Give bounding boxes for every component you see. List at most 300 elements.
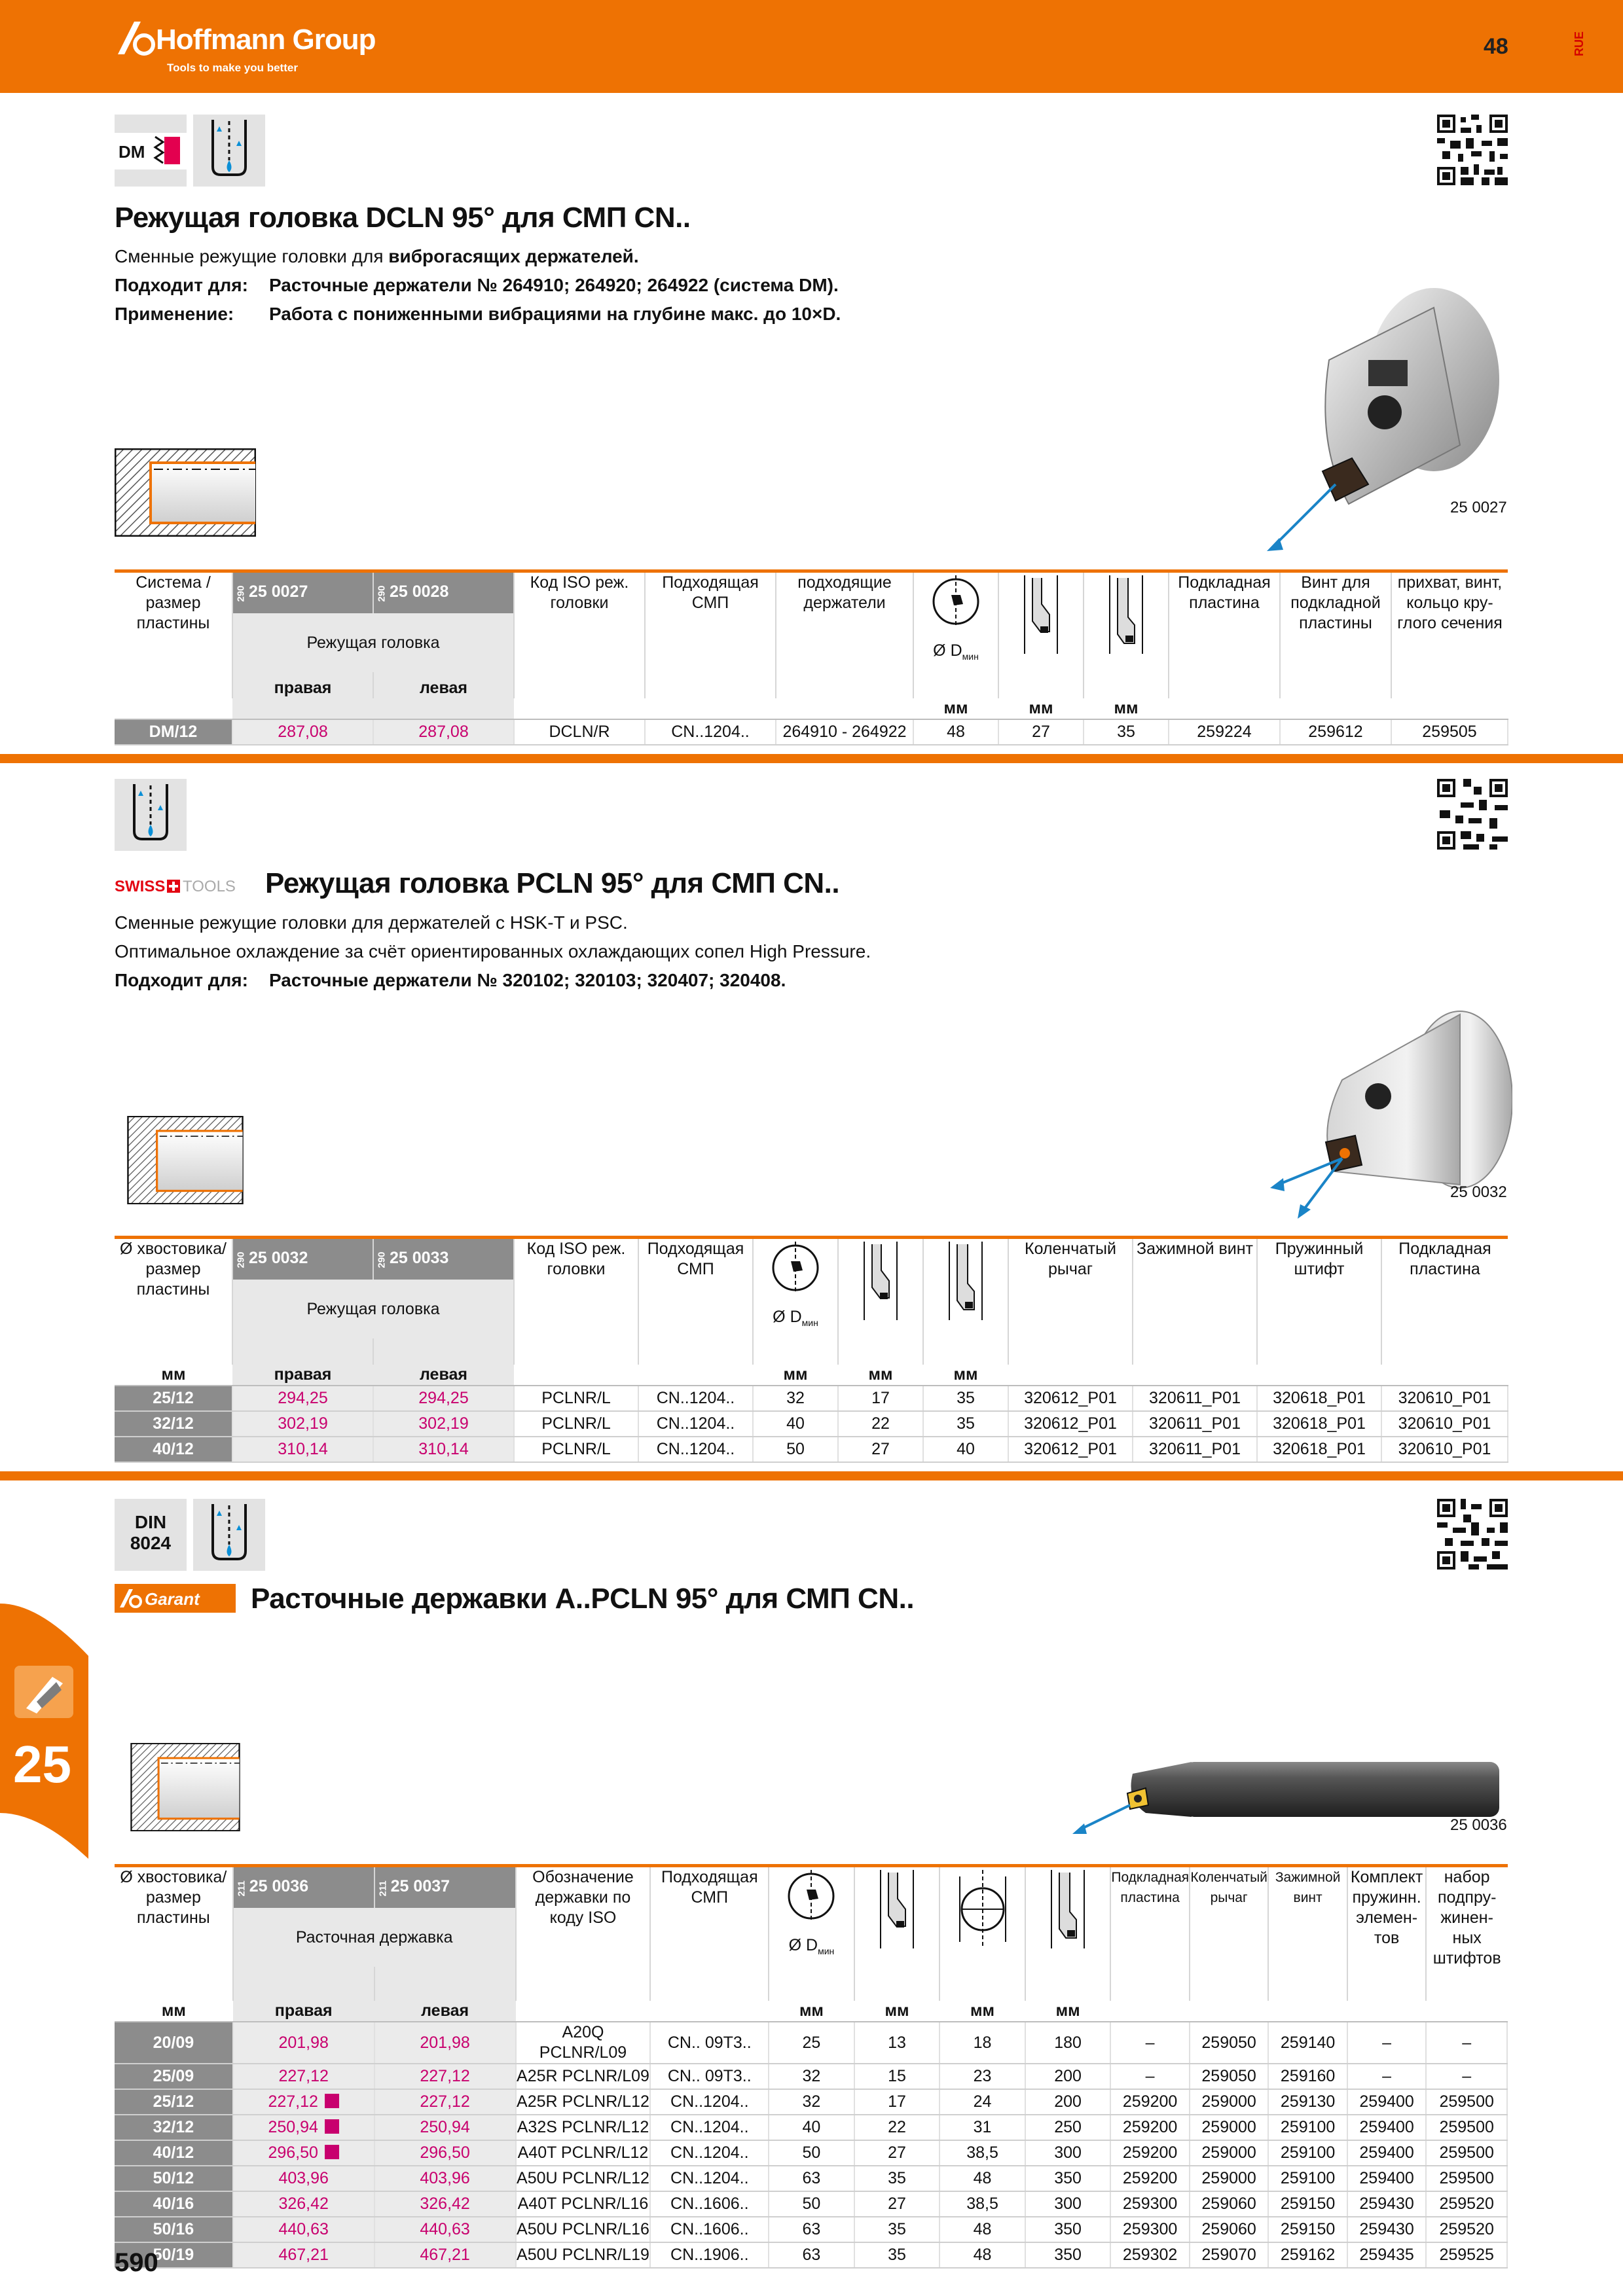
section-separator	[0, 754, 1623, 763]
price-left-cell: 294,25	[373, 1386, 514, 1411]
dim-l-cell: 200	[1025, 2064, 1111, 2089]
holders-cell: 264910 - 264922	[776, 719, 913, 745]
screw-cell: 259100	[1268, 2166, 1347, 2191]
t1-col-shim: Подкладная пластина	[1169, 573, 1280, 698]
price-right-cell: 296,50	[233, 2140, 374, 2166]
dmin-cell: 32	[769, 2089, 854, 2115]
lever-cell: 320612_P01	[1008, 1386, 1133, 1411]
section1-description	[115, 242, 841, 329]
t3-dmin-sub: мин	[818, 1946, 835, 1956]
kit-cell: –	[1347, 2022, 1427, 2064]
tool-offset-icon	[874, 1870, 920, 1948]
t3-col-dmin	[769, 1867, 854, 2001]
insert-cell: CN..1204..	[645, 719, 776, 745]
size-cell: 50/12	[115, 2166, 233, 2191]
page-number-top: 48	[1484, 34, 1508, 59]
t1-col-holders: подходящие держатели	[776, 573, 913, 698]
dm-system-icon	[115, 115, 187, 187]
pins-cell: 259500	[1426, 2140, 1507, 2166]
din-number: 8024	[130, 1533, 172, 1553]
dim-a-cell: 22	[838, 1411, 923, 1437]
language-code: RUE	[1573, 31, 1586, 57]
t3-unit-d: мм	[769, 2001, 854, 2022]
pins-cell: 259500	[1426, 2089, 1507, 2115]
lever-cell: 320612_P01	[1008, 1411, 1133, 1437]
designation-cell: A40T PCLNR/L12	[516, 2140, 651, 2166]
dmin-cell: 50	[753, 1437, 838, 1462]
screw-cell: 259140	[1268, 2022, 1347, 2064]
dim-l-cell: 200	[1025, 2089, 1111, 2115]
insert-cell: CN..1606..	[650, 2217, 769, 2242]
shank-diameter-icon	[953, 1870, 1012, 1948]
section1-use-label: Применение:	[115, 304, 234, 324]
size-cell: 25/12	[115, 1386, 232, 1411]
garant-brand-text: Garant	[145, 1589, 200, 1609]
screw-cell: 320611_P01	[1133, 1411, 1257, 1437]
t2-col-pin: Пружинный штифт	[1257, 1239, 1381, 1365]
dim-a-cell: 27	[838, 1437, 923, 1462]
kit-cell: 259400	[1347, 2166, 1427, 2191]
size-cell: 25/12	[115, 2089, 233, 2115]
shim-cell: 259300	[1110, 2217, 1190, 2242]
t1-code-right-text: 25 0027	[249, 583, 308, 601]
blind-bore-diagram-icon	[115, 448, 256, 537]
dim-l-cell: 180	[1025, 2022, 1111, 2064]
lever-cell: 320612_P01	[1008, 1437, 1133, 1462]
insert-cell: CN..1204..	[650, 2089, 769, 2115]
t1-unit-b: мм	[1084, 698, 1169, 719]
t1-col-system: Система / размер пластины	[115, 573, 232, 698]
t1-code-right	[232, 573, 373, 613]
t1-code-prefix-left: 290	[376, 585, 388, 602]
t2-unit-shank: мм	[115, 1365, 232, 1386]
insert-cell: CN..1204..	[638, 1437, 753, 1462]
t2-col-lever: Коленчатый рычаг	[1008, 1239, 1133, 1365]
price-left-cell: 227,12	[374, 2064, 516, 2089]
t2-unit-a: мм	[838, 1365, 923, 1386]
screw-cell: 320611_P01	[1133, 1437, 1257, 1462]
t3-col-clampscrew: Зажимной винт	[1268, 1867, 1347, 2001]
pins-cell: 259500	[1426, 2166, 1507, 2191]
price-left-cell: 403,96	[374, 2166, 516, 2191]
screw-cell: 259160	[1268, 2064, 1347, 2089]
dmin-cell: 63	[769, 2166, 854, 2191]
dim-a-cell: 27	[854, 2140, 940, 2166]
pins-cell: 259525	[1426, 2242, 1507, 2268]
insert-cell: CN.. 09T3..	[650, 2022, 769, 2064]
section3-title: Расточные державки A..PCLN 95° для СМП CN..	[251, 1583, 915, 1615]
dim-c-cell: 48	[939, 2242, 1025, 2268]
section1-fits-text: Расточные держатели № 264910; 264920; 264922 (система DM).	[269, 275, 839, 295]
dim-l-cell: 300	[1025, 2140, 1111, 2166]
section2-desc2: Оптимальное охлаждение за счёт ориентированных охлаждающих сопел High Pressure.	[115, 941, 871, 961]
swiss-tools-logo-icon	[115, 877, 252, 895]
dmin-cell: 40	[769, 2115, 854, 2140]
din-standard-badge	[115, 1499, 187, 1571]
dim-c-cell: 48	[939, 2166, 1025, 2191]
screw-cell: 259100	[1268, 2115, 1347, 2140]
t1-left-label: левая	[373, 672, 514, 698]
size-cell: 40/12	[115, 1437, 232, 1462]
section1-image-caption: 25 0027	[1450, 499, 1507, 516]
lever-cell: 259050	[1190, 2022, 1269, 2064]
kit-cell: –	[1347, 2064, 1427, 2089]
price-left-cell: 296,50	[374, 2140, 516, 2166]
lever-cell: 259060	[1190, 2191, 1269, 2217]
t1-code-left	[373, 573, 514, 613]
dim-a-cell: 15	[854, 2064, 940, 2089]
price-left-cell: 250,94	[374, 2115, 516, 2140]
kit-cell: 259430	[1347, 2217, 1427, 2242]
chapter-side-tab	[0, 1604, 88, 1859]
pins-cell: –	[1426, 2022, 1507, 2064]
insert-cell: CN.. 09T3..	[650, 2064, 769, 2089]
price-right-cell: 440,63	[233, 2217, 374, 2242]
t3-code-right-text: 25 0036	[249, 1877, 309, 1895]
price-left-cell: 227,12	[374, 2089, 516, 2115]
section2-table	[115, 1236, 1508, 1463]
t2-code-left	[373, 1239, 514, 1280]
shim-cell: 259300	[1110, 2191, 1190, 2217]
size-cell: DM/12	[115, 719, 232, 745]
size-cell: 40/12	[115, 2140, 233, 2166]
section1-use-text: Работа с пониженными вибрациями на глубине макс. до 10×D.	[269, 304, 841, 324]
size-cell: 50/19	[115, 2242, 233, 2268]
dim-c-cell: 48	[939, 2217, 1025, 2242]
internal-coolant-icon	[193, 1499, 265, 1571]
size-cell: 25/09	[115, 2064, 233, 2089]
dmin-cell: 50	[769, 2191, 854, 2217]
garant-logo-icon	[115, 1584, 236, 1613]
t3-right-label: правая	[233, 2001, 374, 2022]
size-cell: 50/16	[115, 2217, 233, 2242]
t2-code-prefix-left: 290	[376, 1251, 388, 1268]
pin-cell: 320618_P01	[1257, 1437, 1381, 1462]
t1-unit-d: мм	[913, 698, 998, 719]
kit-cell: 259435	[1347, 2242, 1427, 2268]
t3-col-dim-a	[854, 1867, 940, 2001]
t1-dmin-sub: мин	[962, 651, 979, 662]
dim-a-cell: 35	[854, 2166, 940, 2191]
dim-a-cell: 35	[854, 2242, 940, 2268]
screw-cell: 259162	[1268, 2242, 1347, 2268]
t1-col-iso: Код ISO реж. головки	[514, 573, 645, 698]
price-right-cell: 287,08	[232, 719, 373, 745]
dim-l-cell: 350	[1025, 2166, 1111, 2191]
t3-unit-c: мм	[939, 2001, 1025, 2022]
t1-right-label: правая	[232, 672, 373, 698]
section2-title: Режущая головка PCLN 95° для СМП CN..	[265, 867, 840, 899]
shim-cell: 259224	[1169, 719, 1280, 745]
shim-cell: 320610_P01	[1381, 1437, 1508, 1462]
price-left-cell: 302,19	[373, 1411, 514, 1437]
t3-code-prefix-right: 211	[236, 1880, 247, 1897]
dmin-cell: 50	[769, 2140, 854, 2166]
pin-cell: 320618_P01	[1257, 1411, 1381, 1437]
blind-bore-diagram-icon	[115, 1116, 256, 1204]
kit-cell: 259400	[1347, 2140, 1427, 2166]
t3-code-prefix-left: 211	[377, 1880, 389, 1897]
lever-cell: 259070	[1190, 2242, 1269, 2268]
t3-col-shank: Ø хвостовика/ размер пластины	[115, 1867, 233, 2001]
screw-cell: 259612	[1280, 719, 1391, 745]
price-left-cell: 201,98	[374, 2022, 516, 2064]
pins-cell: 259500	[1426, 2115, 1507, 2140]
tool-length-a-icon	[1018, 575, 1064, 654]
t3-col-lever: Коленчатый рычаг	[1190, 1867, 1269, 2001]
screw-cell: 259130	[1268, 2089, 1347, 2115]
insert-cell: CN..1204..	[650, 2140, 769, 2166]
page-number: 590	[115, 2248, 158, 2277]
iso-code-cell: PCLNR/L	[514, 1411, 638, 1437]
section1-desc-prefix: Сменные режущие головки для	[115, 246, 389, 266]
iso-code-cell: PCLNR/L	[514, 1386, 638, 1411]
lever-cell: 259000	[1190, 2089, 1269, 2115]
table-row	[115, 2140, 1507, 2166]
section2-description	[115, 908, 871, 995]
t2-col-iso: Код ISO реж. головки	[514, 1239, 638, 1365]
t3-dmin-label: Ø D	[788, 1936, 818, 1954]
tool-length-icon	[1045, 1870, 1091, 1948]
t3-unit-a: мм	[854, 2001, 940, 2022]
t3-unit-shank: мм	[115, 2001, 233, 2022]
insert-cell: CN..1606..	[650, 2191, 769, 2217]
screw-cell: 259150	[1268, 2191, 1347, 2217]
dim-a-cell: 17	[838, 1386, 923, 1411]
t1-col-dim-b	[1084, 573, 1169, 698]
section1-desc-bold: виброгасящих держателей.	[388, 246, 639, 266]
pins-cell: 259520	[1426, 2217, 1507, 2242]
designation-cell: A50U PCLNR/L12	[516, 2166, 651, 2191]
price-left-cell: 326,42	[374, 2191, 516, 2217]
t2-col-shim: Подкладная пластина	[1398, 1240, 1491, 1278]
insert-cell: CN..1204..	[650, 2166, 769, 2191]
designation-cell: A32S PCLNR/L12	[516, 2115, 651, 2140]
table-row	[115, 2115, 1507, 2140]
price-right-cell: 326,42	[233, 2191, 374, 2217]
dim-a-cell: 13	[854, 2022, 940, 2064]
t2-col-dim-a	[838, 1239, 923, 1365]
size-cell: 40/16	[115, 2191, 233, 2217]
section3-table	[115, 1864, 1508, 2269]
shim-cell: 259200	[1110, 2115, 1190, 2140]
kit-cell: 259400	[1347, 2115, 1427, 2140]
size-cell: 20/09	[115, 2022, 233, 2064]
brand-tagline: Tools to make you better	[167, 62, 298, 74]
t3-code-right	[233, 1867, 374, 1908]
table-row	[115, 719, 1508, 745]
dim-a-cell: 35	[854, 2217, 940, 2242]
table-row	[115, 2166, 1507, 2191]
t3-col-dim-c	[939, 1867, 1025, 2001]
screw-cell: 320611_P01	[1133, 1386, 1257, 1411]
dim-c-cell: 23	[939, 2064, 1025, 2089]
price-right-cell: 227,12	[233, 2089, 374, 2115]
designation-cell: A50U PCLNR/L19	[516, 2242, 651, 2268]
size-cell: 32/12	[115, 2115, 233, 2140]
tool-length-a-icon	[858, 1242, 903, 1320]
t2-code-left-text: 25 0033	[390, 1249, 449, 1267]
kit-cell: 259430	[1347, 2191, 1427, 2217]
min-bore-diameter-icon	[926, 575, 985, 641]
lever-cell: 259000	[1190, 2166, 1269, 2191]
blind-bore-diagram-icon	[115, 1743, 256, 1831]
t2-col-clampscrew: Зажимной винт	[1133, 1239, 1257, 1365]
new-item-marker-icon	[325, 2094, 339, 2108]
dim-c-cell: 38,5	[939, 2191, 1025, 2217]
t2-col-insert: Подходящая СМП	[638, 1239, 753, 1365]
t2-group-label: Режущая головка	[232, 1280, 514, 1338]
pins-cell: 259520	[1426, 2191, 1507, 2217]
t1-unit-a: мм	[998, 698, 1084, 719]
svg-text:TOOLS: TOOLS	[183, 878, 236, 895]
new-item-marker-icon	[325, 2145, 339, 2159]
section2-fits-text: Расточные держатели № 320102; 320103; 320407; 320408.	[269, 970, 786, 990]
dim-c-cell: 38,5	[939, 2140, 1025, 2166]
t3-col-insert: Подходящая СМП	[650, 1867, 769, 2001]
table-row	[115, 2089, 1507, 2115]
screw-cell: 259150	[1268, 2217, 1347, 2242]
t2-code-prefix-right: 290	[235, 1251, 247, 1268]
t3-left-label: левая	[374, 2001, 516, 2022]
section1-table	[115, 569, 1508, 745]
table-row	[115, 1411, 1508, 1437]
pin-cell: 320618_P01	[1257, 1386, 1381, 1411]
table-row	[115, 2022, 1507, 2064]
designation-cell: A40T PCLNR/L16	[516, 2191, 651, 2217]
boring-bar-image	[1067, 1748, 1512, 1846]
min-bore-diameter-icon	[766, 1242, 825, 1307]
t3-code-left	[374, 1867, 516, 1908]
shim-cell: 259200	[1110, 2140, 1190, 2166]
t3-col-dim-l	[1025, 1867, 1111, 2001]
t1-col-dmin	[913, 573, 998, 698]
internal-coolant-icon	[193, 115, 265, 187]
screw-cell: 259100	[1268, 2140, 1347, 2166]
garant-logo	[115, 1584, 236, 1613]
dim-a-cell: 22	[854, 2115, 940, 2140]
clamp-cell: 259505	[1391, 719, 1508, 745]
internal-coolant-icon	[115, 779, 187, 851]
dim-c-cell: 18	[939, 2022, 1025, 2064]
qr-code-icon	[1437, 1499, 1508, 1570]
dim-b-cell: 35	[923, 1411, 1008, 1437]
t2-unit-b: мм	[923, 1365, 1008, 1386]
dmin-cell: 32	[769, 2064, 854, 2089]
t2-col-dim-b	[923, 1239, 1008, 1365]
dmin-cell: 48	[913, 719, 998, 745]
chapter-number: 25	[13, 1735, 71, 1793]
dim-a-cell: 27	[998, 719, 1084, 745]
insert-cell: CN..1204..	[638, 1386, 753, 1411]
price-left-cell: 440,63	[374, 2217, 516, 2242]
section1-title: Режущая головка DCLN 95° для СМП CN..	[115, 202, 691, 234]
section2-desc1: Сменные режущие головки для держателей с HSK-T и PSC.	[115, 912, 628, 933]
dmin-cell: 25	[769, 2022, 854, 2064]
shim-cell: 320610_P01	[1381, 1411, 1508, 1437]
price-right-cell: 467,21	[233, 2242, 374, 2268]
pins-cell: –	[1426, 2064, 1507, 2089]
t3-group-label: Расточная державка	[233, 1908, 516, 1967]
shim-cell: 259302	[1110, 2242, 1190, 2268]
t2-code-right-text: 25 0032	[249, 1249, 308, 1267]
dm-icon-text: DM	[119, 142, 145, 162]
table-row	[115, 2191, 1507, 2217]
table-row	[115, 1437, 1508, 1462]
new-item-marker-icon	[325, 2119, 339, 2134]
iso-code-cell: DCLN/R	[514, 719, 645, 745]
t1-code-left-text: 25 0028	[390, 583, 449, 601]
dim-a-cell: 27	[854, 2191, 940, 2217]
t2-dmin-sub: мин	[801, 1318, 818, 1328]
dmin-cell: 40	[753, 1411, 838, 1437]
din-label: DIN	[134, 1512, 167, 1532]
dmin-cell: 63	[769, 2217, 854, 2242]
t3-unit-l: мм	[1025, 2001, 1111, 2022]
shim-cell: –	[1110, 2022, 1190, 2064]
price-left-cell: 467,21	[374, 2242, 516, 2268]
section-separator	[0, 1471, 1623, 1480]
tool-length-b-icon	[1103, 575, 1149, 654]
t3-code-left-text: 25 0037	[390, 1877, 450, 1895]
price-right-cell: 227,12	[233, 2064, 374, 2089]
table-row	[115, 2217, 1507, 2242]
t2-code-right	[232, 1239, 373, 1280]
min-bore-diameter-icon	[782, 1870, 841, 1935]
t1-dmin-label: Ø D	[933, 641, 962, 660]
t1-group-label: Режущая головка	[232, 613, 514, 672]
table-row	[115, 2242, 1507, 2268]
designation-cell: A20Q PCLNR/L09	[516, 2022, 651, 2064]
qr-code-icon	[1437, 115, 1508, 185]
t3-col-shim: Подкладная пластина	[1110, 1867, 1190, 2001]
table-row	[115, 2064, 1507, 2089]
t2-col-shank: Ø хвостовика/ размер пластины	[115, 1239, 232, 1365]
dim-b-cell: 35	[923, 1386, 1008, 1411]
t2-col-dmin	[753, 1239, 838, 1365]
price-right-cell: 403,96	[233, 2166, 374, 2191]
t1-col-screw: Винт для подкладной пластины	[1280, 573, 1391, 698]
price-left-cell: 287,08	[373, 719, 514, 745]
price-right-cell: 310,14	[232, 1437, 373, 1462]
t2-dmin-label: Ø D	[773, 1308, 802, 1326]
price-right-cell: 302,19	[232, 1411, 373, 1437]
dim-b-cell: 35	[1084, 719, 1169, 745]
dim-b-cell: 40	[923, 1437, 1008, 1462]
iso-code-cell: PCLNR/L	[514, 1437, 638, 1462]
price-right-cell: 294,25	[232, 1386, 373, 1411]
lever-cell: 259000	[1190, 2140, 1269, 2166]
price-right-cell: 250,94	[233, 2115, 374, 2140]
t2-left-label: левая	[373, 1365, 514, 1386]
t2-right-label: правая	[232, 1365, 373, 1386]
dim-l-cell: 350	[1025, 2242, 1111, 2268]
dim-a-cell: 17	[854, 2089, 940, 2115]
kit-cell: 259400	[1347, 2089, 1427, 2115]
designation-cell: A25R PCLNR/L12	[516, 2089, 651, 2115]
insert-cell: CN..1204..	[638, 1411, 753, 1437]
t1-col-insert: Подходящая СМП	[645, 573, 776, 698]
size-cell: 32/12	[115, 1411, 232, 1437]
brand-name: Hoffmann Group	[156, 24, 376, 56]
section2-image-caption: 25 0032	[1450, 1183, 1507, 1201]
svg-text:SWISS: SWISS	[115, 878, 166, 895]
shim-cell: 259200	[1110, 2089, 1190, 2115]
lever-cell: 259050	[1190, 2064, 1269, 2089]
t3-col-desig: Обозначение державки по коду ISO	[516, 1867, 651, 2001]
t3-col-kit: Комплект пружинн. элемен- тов	[1347, 1867, 1427, 2001]
table-row	[115, 1386, 1508, 1411]
